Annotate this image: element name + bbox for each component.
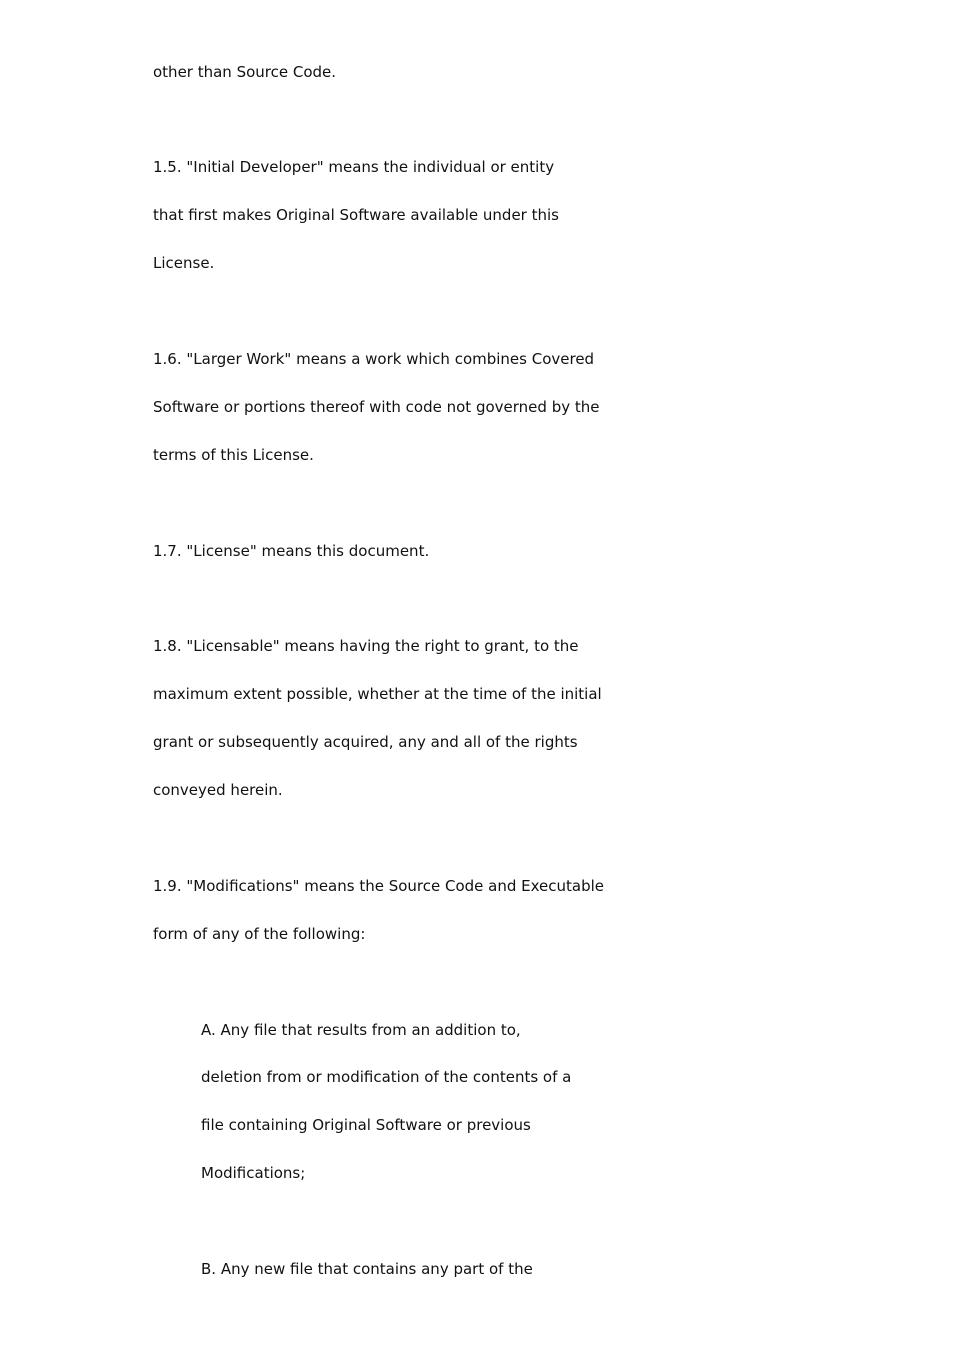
definition-1-7: 1.7. "License" means this document. [153,542,430,560]
definition-1-8: 1.8. "Licensable" means having the right to grant, to the [153,637,579,655]
text-line: terms of this License. [153,446,314,464]
text-line: grant or subsequently acquired, any and all of the rights [153,733,578,751]
text-line: Software or portions thereof with code not governed by the [153,398,600,416]
text-line: License. [153,254,215,272]
text-line: conveyed herein. [153,781,283,799]
text-line: other than Source Code. [153,63,337,81]
text-line: that first makes Original Software available under this [153,206,559,224]
list-item-b: B. Any new file that contains any part of the [201,1260,533,1278]
text-line: maximum extent possible, whether at the time of the initial [153,685,602,703]
list-item-a: A. Any file that results from an addition to, [201,1021,521,1039]
text-line: file containing Original Software or previous [201,1116,531,1134]
text-line: Modifications; [201,1164,306,1182]
definition-1-9: 1.9. "Modifications" means the Source Code and Executable [153,877,605,895]
definition-1-6: 1.6. "Larger Work" means a work which combines Covered [153,350,595,368]
text-line: form of any of the following: [153,925,366,943]
definition-1-5: 1.5. "Initial Developer" means the individual or entity [153,158,555,176]
text-line: deletion from or modification of the contents of a [201,1068,572,1086]
